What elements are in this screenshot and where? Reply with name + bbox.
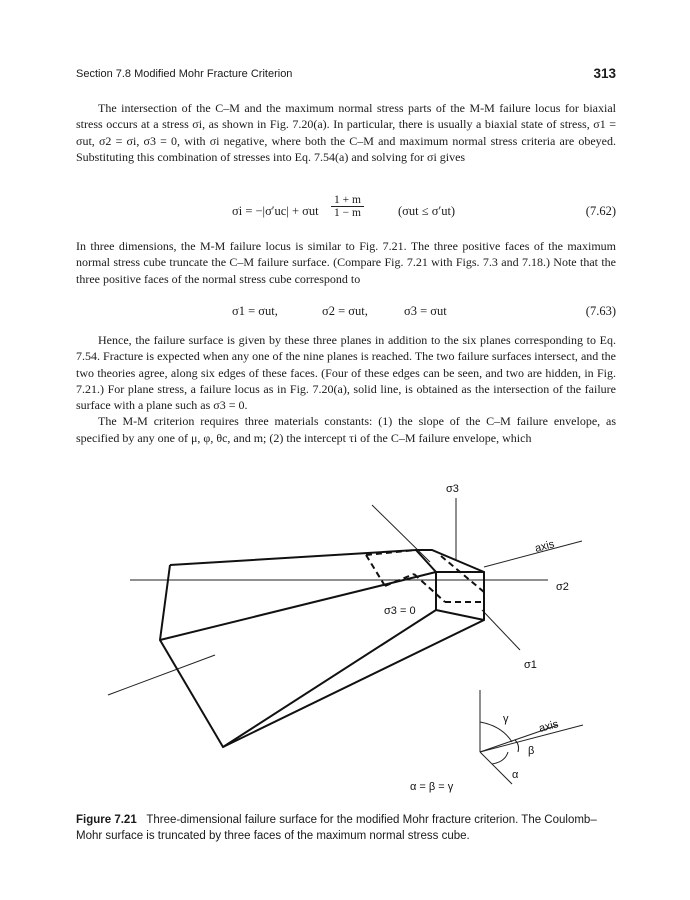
hidden-edge-3 [414,574,445,602]
label-sigma1: σ1 [524,659,537,671]
eq-7-62-condition: (σut ≤ σ′ut) [398,204,456,218]
eq-7-62-label: (7.62) [585,204,616,218]
label-sigma2: σ2 [556,581,569,593]
eq-7-63-c: σ3 = σut [404,304,447,318]
paragraph-2: In three dimensions, the M-M failure locus is similar to Fig. 7.21. The three positive faces of the maximum normal stress cube truncate the C–M failure surface. (Compare Fig. 7.21 with Figs. 7.3 and 7.18.) Note that the three positive faces of the normal stress cube correspond to [76,239,616,286]
paragraph-1: The intersection of the C–M and the maximum normal stress parts of the M-M failure locus for biaxial stress occurs at a stress σi, as shown in Fig. 7.20(a). In particular, there is usually a biaxial state of stress, σ1 = σut, σ2 = σi, σ3 = 0, with σi negative, where both the C–M and maximum normal stress criteria are obeyed. Substituting this combination of stresses into Eq. 7.54(a) and solving for σi gives [76,101,616,164]
section-title: Section 7.8 Modified Mohr Fracture Criterion [76,68,293,80]
paragraph-3: Hence, the failure surface is given by these three planes in addition to the six planes corresponding to Eq. 7.54. Fracture is expected when any one of the nine planes is reached. The two failure surfaces intersect, and the two theories agree, along six edges of these faces. (Four of these edges can be seen, and two are hidden, in Fig. 7.21.) For plane stress, a failure locus as in Fig. 7.20(a), solid line, is obtained as the intersection of the failure surface with a plane such as σ3 = 0. [76,333,616,413]
label-axis-top: axis [533,538,556,555]
hydrostatic-axis-lower [108,655,215,695]
label-axis-inset: axis [537,718,560,735]
caption-label: Figure 7.21 [76,814,137,826]
label-gamma: γ [503,713,509,725]
eq-7-62-lhs: σi = −|σ′uc| + σut [232,204,319,218]
label-plane-sigma3-zero: σ3 = 0 [384,605,416,617]
label-sigma3: σ3 [446,483,459,495]
eq-7-63-a: σ1 = σut, [232,304,278,318]
page-number: 313 [593,66,616,81]
paragraph-4: The M-M criterion requires three materials constants: (1) the slope of the C–M failure envelope, as specified by any one of μ, φ, θc, and m; (2) the intercept τi of the C–M failure envelope, which [76,414,616,445]
sigma1-axis-lower [482,610,520,650]
gamma-arc [480,722,512,742]
alpha-arc [492,752,508,764]
label-equal-angles: α = β = γ [410,781,454,793]
inset-diagonal-axis [480,752,512,784]
surface-edge-lower [223,610,436,747]
eq-7-62-denominator: 1 − m [334,207,361,219]
hidden-edge-1 [366,555,385,586]
caption-text: Three-dimensional failure surface for the modified Mohr fracture criterion. The Coulomb–Mohr surface is truncated by three faces of the maximum normal stress cube. [76,814,597,842]
figure-caption [76,812,616,844]
hidden-edge-5 [441,556,484,592]
label-alpha: α [512,769,519,781]
eq-7-63-b: σ2 = σut, [322,304,368,318]
label-beta: β [528,745,535,757]
eq-7-63-label: (7.63) [585,304,616,318]
hydrostatic-axis-upper [484,541,582,567]
cube-edge-diagonal [416,550,436,572]
eq-7-62-numerator: 1 + m [331,194,364,207]
cube-edge-bottom [436,610,484,620]
inset-angle-diagram [480,690,583,784]
